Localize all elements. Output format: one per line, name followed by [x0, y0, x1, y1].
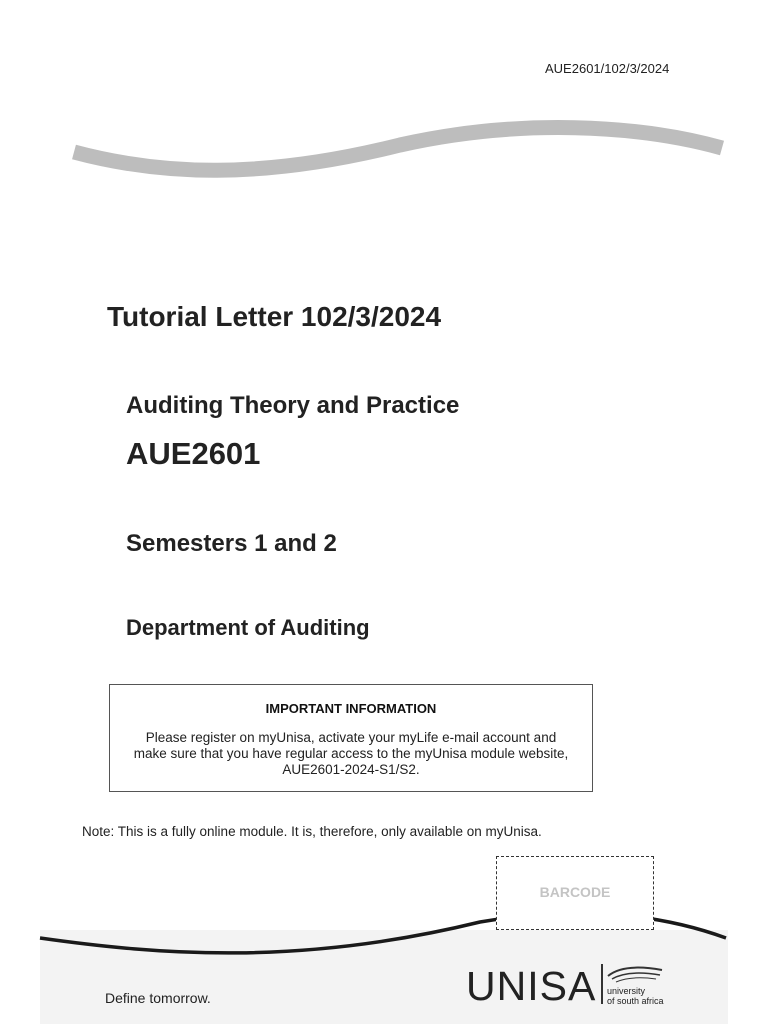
logo-wordmark: UNISA — [466, 963, 597, 1009]
unisa-logo — [466, 962, 676, 1012]
barcode-placeholder — [496, 856, 654, 930]
footer-tagline: Define tomorrow. — [105, 990, 211, 1006]
top-wave-decoration — [0, 0, 768, 200]
module-name: Auditing Theory and Practice — [126, 392, 460, 419]
module-code: AUE2601 — [126, 436, 261, 471]
page-title: Tutorial Letter 102/3/2024 — [107, 301, 442, 332]
important-info-heading: IMPORTANT INFORMATION — [265, 701, 437, 716]
logo-subtext-line2: of south africa — [607, 996, 664, 1006]
important-info-box — [109, 684, 593, 792]
logo-subtext-line1: university — [607, 986, 646, 996]
logo-subtext — [607, 986, 664, 1006]
document-code: AUE2601/102/3/2024 — [545, 61, 670, 76]
barcode-label: BARCODE — [539, 884, 611, 900]
important-info-body: Please register on myUnisa, activate your myLife e-mail account and make sure that you have regular access to the myUnisa module website, AUE2601-2024-S1/S2. — [133, 730, 569, 777]
semesters: Semesters 1 and 2 — [126, 530, 337, 557]
department: Department of Auditing — [126, 615, 370, 640]
unisa-emblem-icon — [606, 964, 666, 984]
online-module-note: Note: This is a fully online module. It is, therefore, only available on myUnisa. — [82, 824, 542, 839]
logo-divider — [601, 964, 603, 1004]
